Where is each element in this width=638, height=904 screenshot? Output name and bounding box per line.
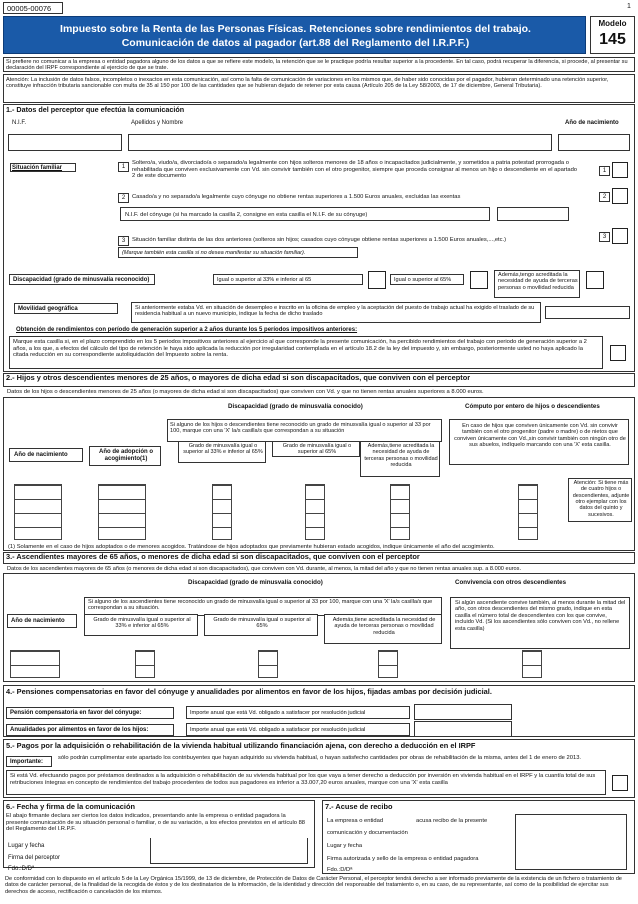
- s3-col-a-box: [84, 614, 198, 636]
- modelo-label: Modelo: [598, 19, 627, 28]
- s2-col-c-box: [360, 441, 440, 477]
- opt1-text: Soltero/a, viudo/a, divorciado/a o separado/a legalmente con hijos solteros menores de 18 años o incapacitados judicialmente, y sometidos a patria potestad prorrogada o rehabilitada que conviven exclusivamente con Vd. sin convivir también con el otro progenitor, siempre que proceda consignar al menos un hijo o descendiente en el apartado 2 de este documento: [132, 160, 578, 180]
- income-text: Marque esta casilla si, en el plazo comprendido en los 5 periodos impositivos anteriores al ejercicio al que corresponde la presente comunicación, ha percibido rendimientos del trabajo con periodo de generación superior a 2 años, a los que, a efectos del cálculo del tipo de retención le haya sido aplicada la reducción por irregularidad contemplada en el artículo 18.2 de la ley del impuesto y, sin embargo, posteriormente usted no haya aplicado la citada reducción en su correspondiente autoliquidación del Impuesto sobre la renta.: [13, 339, 587, 359]
- s2-third-party-grid[interactable]: [390, 484, 410, 540]
- s3-birth-year-grid[interactable]: [10, 650, 60, 678]
- disability-label-box: [9, 274, 155, 285]
- s3-col-c-box: [324, 614, 442, 644]
- modelo-box: [590, 16, 635, 54]
- s2-adop-head-box: [89, 446, 161, 466]
- family-option-2-checkbox[interactable]: [612, 188, 628, 204]
- s2-attention: Atención: Si tiene más de cuatro hijos o descendientes, adjunte otro ejemplar con los datos del quinto y sucesivos.: [572, 480, 630, 518]
- family-situation-frame: [10, 163, 76, 172]
- disability-a-box: [213, 274, 363, 285]
- s7-line4: Firma autorizada y sello de la empresa o entidad pagadora: [327, 856, 479, 862]
- child-support-input[interactable]: [414, 721, 512, 737]
- spouse-nif-text: N.I.F. del cónyuge (si ha marcado la casilla 2, consigne en esta casilla el N.I.F. de su cónyuge): [125, 212, 368, 218]
- disability-label: Discapacidad (grado de minusvalía reconocido): [13, 277, 150, 283]
- s2-adoption-year-grid[interactable]: [98, 484, 146, 540]
- s3-disability-33-grid[interactable]: [135, 650, 155, 678]
- s3-convivencia-head: Convivencia con otros descendientes: [455, 579, 567, 586]
- disability-b-text: Igual o superior al 65%: [394, 277, 452, 283]
- mobility-label: Movilidad geográfica: [18, 306, 78, 312]
- s3-disc-text: Si alguno de los ascendientes tiene reconocido un grado de minusvalía igual o superior al 33 por 100, marque con una 'X' la/s casilla/s que correspondan a su situación.: [88, 599, 433, 612]
- intro-box: [3, 57, 635, 72]
- family-situation-label: Situación familiar: [12, 165, 63, 171]
- s1-title: 1.- Datos del perceptor que efectúa la comunicación: [6, 105, 185, 114]
- s1-title-box: [5, 105, 205, 116]
- s6-place-date: Lugar y fecha: [8, 843, 45, 849]
- s2-col-b: Grado de minusvalía igual o superior al 65%: [282, 443, 352, 456]
- opt2-text: Casado/a y no separado/a legalmente cuyo cónyuge no obtiene rentas superiores a 1.500 Euros anuales, excluidas las exentas: [132, 194, 461, 200]
- third-party-help-checkbox[interactable]: [586, 271, 604, 289]
- s3-convivencia-grid[interactable]: [522, 650, 542, 678]
- s2-comp-text: En caso de hijos que conviven únicamente con Vd. sin convivir también con el otro progenitor (padre o madre) o de nietos que conviven únicamente con Vd.,sin convivir también con ningún otro de sus abuelos, indíquelo marcando con una 'X' esta casilla.: [454, 423, 626, 449]
- s3-third-party-grid[interactable]: [378, 650, 398, 678]
- attention-text: Atención: La inclusión de datos falsos, incompletos o inexactos en esta comunicación, así como la falta de comunicación de variaciones en los mismos que, de haber sido conocidas por el pagador, hubieran determinado una retención superior, constituye infracción tributaria sancionable con multa de 35 al 150 por 100 de las cantidades que se hubieran dejado de retener por esta causa (Artículo 205 de la Ley 58/2003, de 17 de diciembre, General Tributaria).: [6, 77, 609, 90]
- birth-label: Año de nacimiento: [565, 120, 619, 126]
- s2-birth-year-grid[interactable]: [14, 484, 62, 540]
- s2-title: 2.- Hijos y otros descendientes menores de 25 años, o mayores de dicha edad si son discapacitados, que conviven con el perceptor: [6, 373, 471, 382]
- s3-col-b-box: [204, 614, 318, 636]
- s4-r1-hint: Importe anual que está Vd. obligado a satisfacer por resolución judicial: [190, 710, 366, 716]
- attention-box: [3, 74, 635, 103]
- title-banner: [3, 16, 586, 54]
- signature-area[interactable]: [150, 838, 308, 864]
- s5-text: Si está Vd. efectuando pagos por préstamos destinados a la adquisición o rehabilitación de su vivienda habitual por los que vaya a tener derecho a deducción por inversión en vivienda habitual en el IRPF y la cuantía total de sus retribuciones íntegras en concepto de rendimientos del trabajo procedentes de todos sus pagadores es inferior a 33.007,20 euros anuales, marque con una 'X' esta casilla: [10, 773, 596, 786]
- family-option-3-checkbox[interactable]: [612, 228, 628, 244]
- s4-r2-hint-box: [186, 723, 410, 736]
- family-option-1-checkbox[interactable]: [612, 162, 628, 178]
- s2-disc-text-box: [167, 419, 442, 442]
- s7-line2: comunicación y documentación: [327, 830, 408, 836]
- s3-conv-text-box: [450, 597, 630, 649]
- s7-line5: Fdo.:D/Dª: [327, 867, 353, 873]
- s5-text-box: [6, 770, 606, 795]
- disability-c-text: Además,tengo acreditada la necesidad de ayuda de terceras personas o movilidad reducida: [498, 272, 578, 291]
- privacy-footer: De conformidad con lo dispuesto en el artículo 5 de la Ley Orgánica 15/1999, de 13 de diciembre, de Protección de Datos de Carácter Personal, el perceptor tendrá derecho a ser informado previamente de la existencia de un fichero o tratamiento de datos de carácter personal, de la finalidad de la recogida de éstos y de los destinatarios de la información, de la identidad y dirección del responsable del tratamiento o, en su caso, de su representante, así como de la posibilidad de ejercitar sus derechos de acceso, rectificación o cancelación de los mismos.: [5, 876, 622, 895]
- s3-col-a: Grado de minusvalía igual o superior al 33% e inferior al 65%: [93, 617, 191, 630]
- s4-r2-label: Anualidades por alimentos en favor de los hijos:: [10, 727, 149, 733]
- s2-computo-grid[interactable]: [518, 484, 538, 540]
- s3-col-b: Grado de minusvalía igual o superior al 65%: [213, 617, 311, 630]
- s6-signature-label: Firma del perceptor: [8, 855, 61, 861]
- nif-input[interactable]: [8, 134, 122, 151]
- modelo-number: 145: [599, 31, 626, 48]
- s5-title: 5.- Pagos por la adquisición o rehabilitación de la vivienda habitual utilizando financiación ajena, con derecho a deducción en el IRPF: [6, 741, 476, 750]
- nif-label: N.I.F.: [12, 120, 27, 126]
- s2-col-a-box: [178, 441, 266, 463]
- s5-important-text: sólo podrán cumplimentar este apartado los contribuyentes que hayan adquirido su vivienda habitual, o hayan satisfecho cantidades por obras de rehabilitación de la misma, antes del 1 de enero de 2013.: [58, 755, 582, 761]
- opt1-number: 1: [118, 162, 129, 172]
- s3-disability-head: Discapacidad (grado de minusvalía conocido): [188, 579, 323, 586]
- doc-id-box: [3, 2, 63, 14]
- s7-line1b: acusa recibo de la presente: [416, 818, 488, 824]
- s2-sub: Datos de los hijos o descendientes menores de 25 años (o mayores de dicha edad si son discapacitados) que conviven con Vd. y que no tienen rentas anuales superiores a 8.000 euros.: [7, 389, 484, 395]
- mobility-text-box: [131, 302, 541, 323]
- opt3-text: Situación familiar distinta de las dos anteriores (solteros sin hijos; casados cuyo cónyuge obtiene rentas superiores a 1.500 Euros anuales,...,etc.): [132, 237, 507, 243]
- s2-footnote: (1) Solamente en el caso de hijos adoptados o de menores acogidos. Tratándose de hijos adoptados que previamente hubieran estado acogidos, indique únicamente el año del acogimiento.: [8, 544, 495, 550]
- s4-r2-hint: Importe anual que está Vd. obligado a satisfacer por resolución judicial: [190, 727, 366, 733]
- s2-year-head-box: [9, 448, 83, 462]
- spousal-pension-input[interactable]: [414, 704, 512, 720]
- form-title: Impuesto sobre la Renta de las Personas Físicas. Retenciones sobre rendimientos del trabajo.: [60, 23, 531, 35]
- s2-col-c: Además,tiene acreditada la necesidad de ayuda de terceras personas o movilidad reducida: [364, 443, 438, 468]
- s4-r1-hint-box: [186, 706, 410, 719]
- intro-text: Si prefiere no comunicar a la empresa o entidad pagadora alguno de los datos a que se refiere este modelo, la retención que se le practique podría resultar superior a la procedente. En tal caso, podrá recuperar la diferencia, si procede, al presentar su declaración del IRPF correspondiente al ejercicio de que se trate.: [6, 59, 628, 72]
- opt2-number: 2: [118, 193, 129, 203]
- name-label: Apellidos y Nombre: [131, 120, 184, 126]
- disability-c-box: [494, 270, 580, 298]
- spouse-nif-input[interactable]: [497, 207, 569, 221]
- doc-id: 00005-00076: [7, 4, 52, 13]
- s6-title: 6.- Fecha y firma de la comunicación: [6, 802, 135, 811]
- disability-65-checkbox[interactable]: [470, 271, 488, 289]
- box1-number: 1: [599, 166, 610, 176]
- s2-disability-head: Discapacidad (grado de minusvalía conocido): [228, 403, 363, 410]
- s3-conv-text: Si algún ascendiente convive también, al menos durante la mitad del año, con otros descendientes del mismo grado, indique en esta casilla el número total de descendientes con los que convive, incluido Vd. (Si los ascendientes sólo conviven con Vd., no rellene esta casilla): [455, 600, 626, 632]
- s4-title: 4.- Pensiones compensatorias en favor del cónyuge y anualidades por alimentos en favor de los hijos, fijadas ambas por decisión judicial.: [6, 687, 492, 696]
- s2-computo-head: Cómputo por entero de hijos o descendientes: [465, 403, 600, 410]
- s3-year-head-box: [7, 614, 77, 628]
- irregular-income-checkbox[interactable]: [610, 345, 626, 361]
- opt3-note: (Marque también esta casilla si no desea manifestar su situación familiar).: [122, 250, 306, 256]
- page-number: 1: [627, 3, 631, 10]
- s2-sub-box: [3, 386, 635, 398]
- s3-title: 3.- Ascendientes mayores de 65 años, o menores de dicha edad si son discapacitados, que conviven con el perceptor: [6, 552, 420, 561]
- box3-number: 3: [599, 232, 610, 242]
- s2-year-head: Año de nacimiento: [14, 452, 68, 458]
- s2-col-a: Grado de minusvalía igual o superior al 33% e inferior al 65%: [183, 443, 263, 456]
- s6-text: El abajo firmante declara ser ciertos los datos indicados, presentando ante la empresa o entidad pagadora la presente comunicación de su situación personal o familiar, o de su variación, a los efectos previstos en el artículo 88 del Reglamento del I.R.P.F.: [6, 813, 306, 833]
- income-label-box: [14, 325, 410, 335]
- s2-disc-text: Si alguno de los hijos o descendientes tiene reconocido un grado de minusvalía igual o superior al 33 por 100, marque con una 'X' la/s casilla/s que correspondan a su situación: [170, 422, 431, 435]
- s2-comp-text-box: [449, 419, 629, 465]
- s2-disability-65-grid[interactable]: [305, 484, 325, 540]
- birth-year-input[interactable]: [558, 134, 630, 151]
- s7-line1: La empresa o entidad: [327, 818, 384, 824]
- disability-33-checkbox[interactable]: [368, 271, 386, 289]
- s4-r1-label-box: [6, 707, 174, 719]
- s3-col-c: Además,tiene acreditada la necesidad de ayuda de terceras personas o movilidad reducida: [332, 617, 436, 636]
- s5-important: Importante:: [10, 759, 43, 765]
- s4-r1-label: Pensión compensatoria en favor del cónyuge:: [10, 710, 142, 716]
- s3-disability-65-grid[interactable]: [258, 650, 278, 678]
- s2-col-b-box: [272, 441, 360, 457]
- s2-attention-box: [568, 478, 632, 522]
- s2-disability-33-grid[interactable]: [212, 484, 232, 540]
- box2-number: 2: [599, 192, 610, 202]
- income-text-box: [9, 336, 603, 369]
- company-stamp-area[interactable]: [515, 814, 627, 870]
- spouse-nif-box: [120, 207, 490, 221]
- opt3-note-box: [118, 247, 358, 258]
- s7-line3: Lugar y fecha: [327, 843, 363, 849]
- s2-adop-head: Año de adopción o acogimiento(1): [99, 449, 153, 462]
- disability-a-text: Igual o superior al 33% e inferior al 65: [217, 277, 312, 283]
- s7-title: 7.- Acuse de recibo: [325, 802, 393, 811]
- form-subtitle: Comunicación de datos al pagador (art.88 del Reglamento del I.R.P.F.): [121, 37, 470, 49]
- mobility-text: Si anteriormente estaba Vd. en situación de desempleo e inscrito en la oficina de empleo y la aceptación del puesto de trabajo actual ha exigido el traslado de su residencia habitual a un nuevo municipio, indique la fecha de dicho traslado: [135, 305, 535, 318]
- disability-b-box: [390, 274, 464, 285]
- s3-year-head: Año de nacimiento: [11, 618, 65, 624]
- mobility-label-box: [14, 303, 118, 314]
- name-input[interactable]: [128, 134, 552, 151]
- s4-r2-label-box: [6, 724, 174, 736]
- s6-fdo: Fdo.:D/Dª: [8, 866, 35, 872]
- s3-sub: Datos de los ascendientes mayores de 65 años (o menores de dicha edad si son discapacitados), que conviven con Vd. durante, al menos, la mitad del año y que no tienen rentas anuales sup. a 8.000 euros.: [7, 566, 522, 572]
- relocation-date-input[interactable]: [545, 306, 630, 319]
- opt3-number: 3: [118, 236, 129, 246]
- housing-deduction-checkbox[interactable]: [612, 775, 628, 791]
- income-label: Obtención de rendimientos con período de generación superior a 2 años durante los 5 períodos impositivos anteriores:: [16, 327, 358, 333]
- s5-important-box: [6, 756, 52, 767]
- s3-sub-box: [3, 563, 635, 574]
